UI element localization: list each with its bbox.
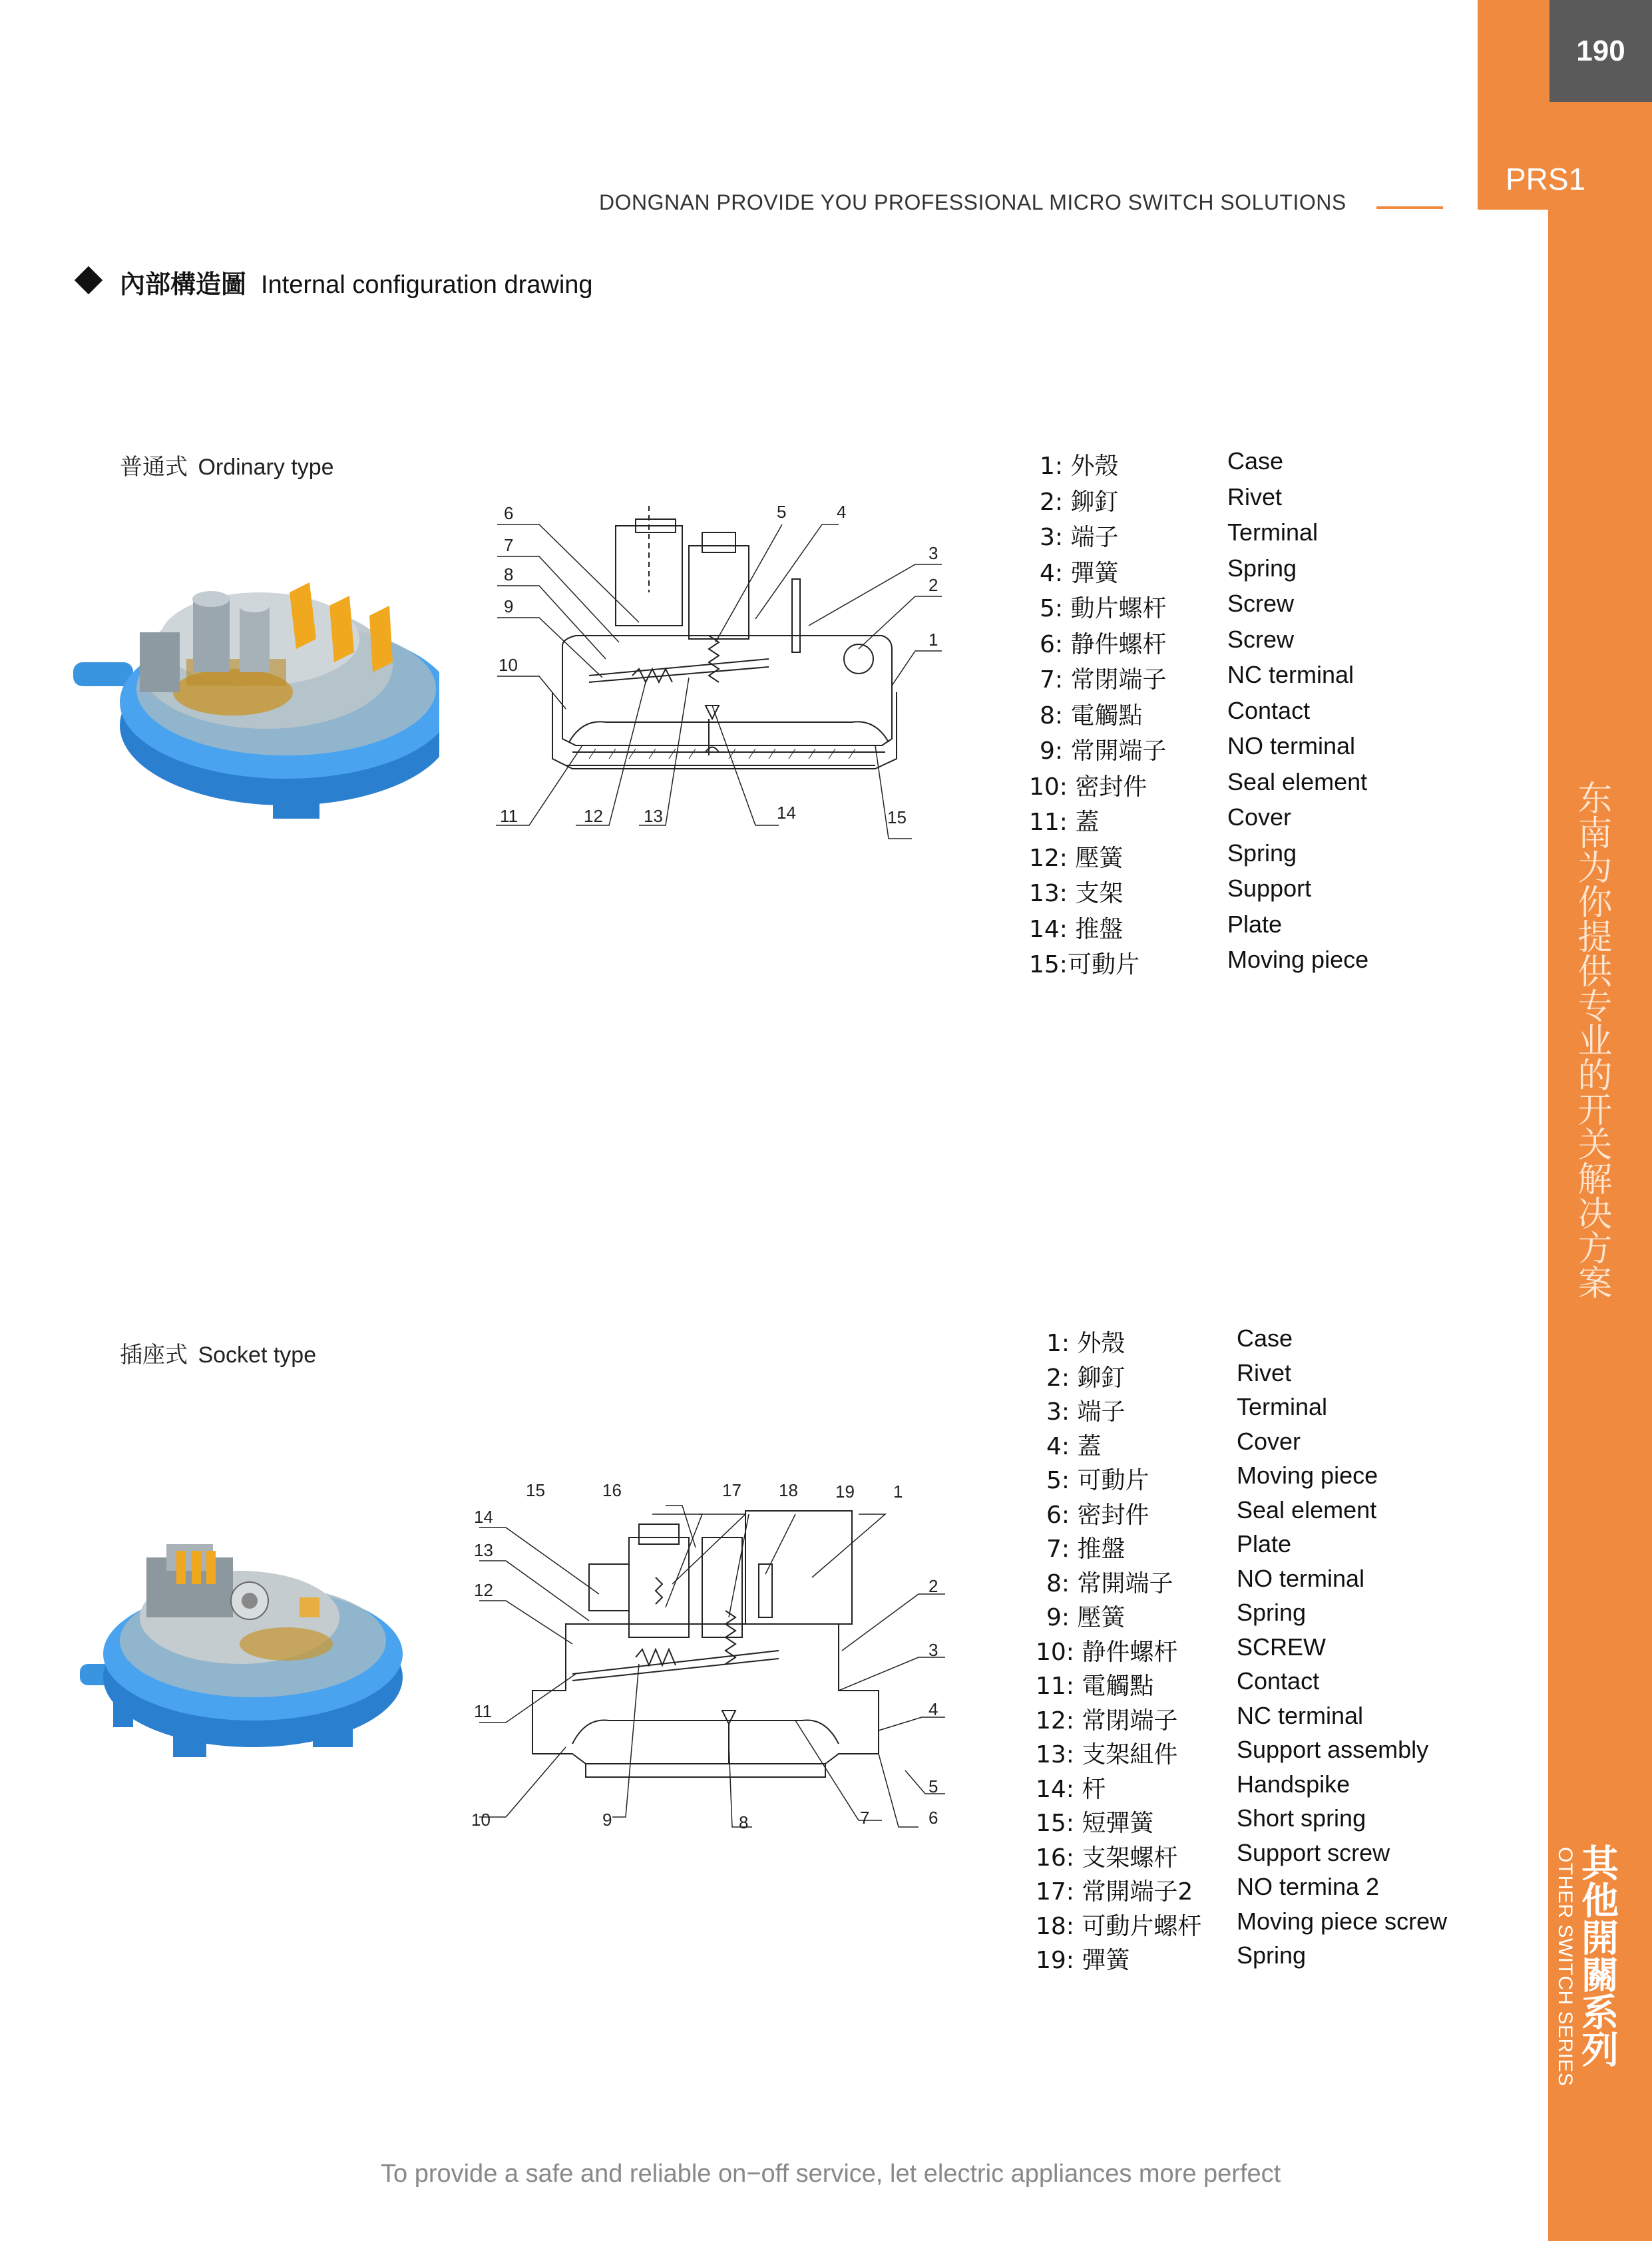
model-code: PRS1 — [1506, 162, 1586, 196]
socket-product-image — [73, 1511, 406, 1777]
ordinary-label-en: Ordinary type — [198, 455, 334, 480]
callout-6: 6 — [929, 1808, 938, 1828]
section-title-cn: 內部構造圖 — [120, 270, 247, 299]
page-number: 190 — [1549, 0, 1652, 102]
callout-2: 2 — [929, 1576, 938, 1596]
callout-5: 5 — [929, 1776, 938, 1796]
callout-10: 10 — [471, 1810, 491, 1830]
callout-6: 6 — [504, 503, 514, 523]
socket-section-diagram — [466, 1451, 958, 1850]
header-slogan: DONGNAN PROVIDE YOU PROFESSIONAL MICRO SWITCH SOLUTIONS — [599, 190, 1346, 214]
callout-3: 3 — [929, 543, 938, 563]
callout-7: 7 — [504, 535, 514, 555]
socket-label-cn: 插座式 — [120, 1342, 188, 1368]
callout-1: 1 — [893, 1482, 903, 1502]
callout-1: 1 — [929, 630, 938, 650]
ordinary-label-cn: 普通式 — [120, 454, 188, 481]
sidebar-slogan: 东南为你提供专业的开关解决方案 — [1571, 780, 1611, 1299]
callout-10: 10 — [499, 655, 518, 675]
footer-tagline: To provide a safe and reliable on−off service, let electric appliances more perfect — [381, 2160, 1281, 2188]
callout-11: 11 — [474, 1701, 492, 1721]
diamond-bullet-icon — [75, 266, 103, 294]
callout-12: 12 — [584, 806, 603, 826]
terminal-icon — [369, 606, 393, 672]
ordinary-product-image — [67, 552, 439, 839]
callout-19: 19 — [835, 1482, 855, 1502]
header-rule — [1376, 206, 1443, 209]
terminal-icon — [206, 1551, 216, 1584]
callout-15: 15 — [887, 807, 907, 827]
callout-2: 2 — [929, 575, 938, 595]
callout-13: 13 — [474, 1540, 493, 1560]
callout-9: 9 — [602, 1810, 612, 1830]
terminal-icon — [192, 1551, 201, 1584]
callout-14: 14 — [777, 803, 796, 823]
side-band-notch — [1478, 210, 1548, 2241]
ordinary-type-label — [120, 449, 334, 481]
callout-12: 12 — [474, 1580, 493, 1600]
terminal-icon — [176, 1551, 186, 1584]
section-title-en: Internal configuration drawing — [261, 271, 593, 299]
callout-18: 18 — [779, 1480, 798, 1500]
callout-4: 4 — [837, 502, 847, 522]
callout-13: 13 — [644, 806, 663, 826]
callout-3: 3 — [929, 1640, 938, 1660]
callout-4: 4 — [929, 1699, 938, 1719]
callout-5: 5 — [777, 502, 787, 522]
callout-17: 17 — [722, 1480, 741, 1500]
callout-11: 11 — [500, 806, 518, 826]
socket-label-en: Socket type — [198, 1342, 317, 1368]
section-title — [120, 264, 593, 300]
callout-14: 14 — [474, 1507, 493, 1527]
ordinary-section-diagram — [489, 493, 955, 852]
socket-type-label — [120, 1336, 316, 1369]
callout-16: 16 — [602, 1480, 622, 1500]
callout-8: 8 — [504, 564, 514, 584]
callout-7: 7 — [860, 1808, 870, 1828]
inlet-tube-icon — [73, 662, 133, 686]
callout-15: 15 — [526, 1480, 545, 1500]
callout-9: 9 — [504, 596, 514, 616]
callout-8: 8 — [739, 1812, 749, 1832]
series-name-cn: 其他開關系列 — [1575, 1844, 1619, 2067]
series-name-en: OTHER SWITCH SERIES — [1554, 1847, 1576, 2087]
